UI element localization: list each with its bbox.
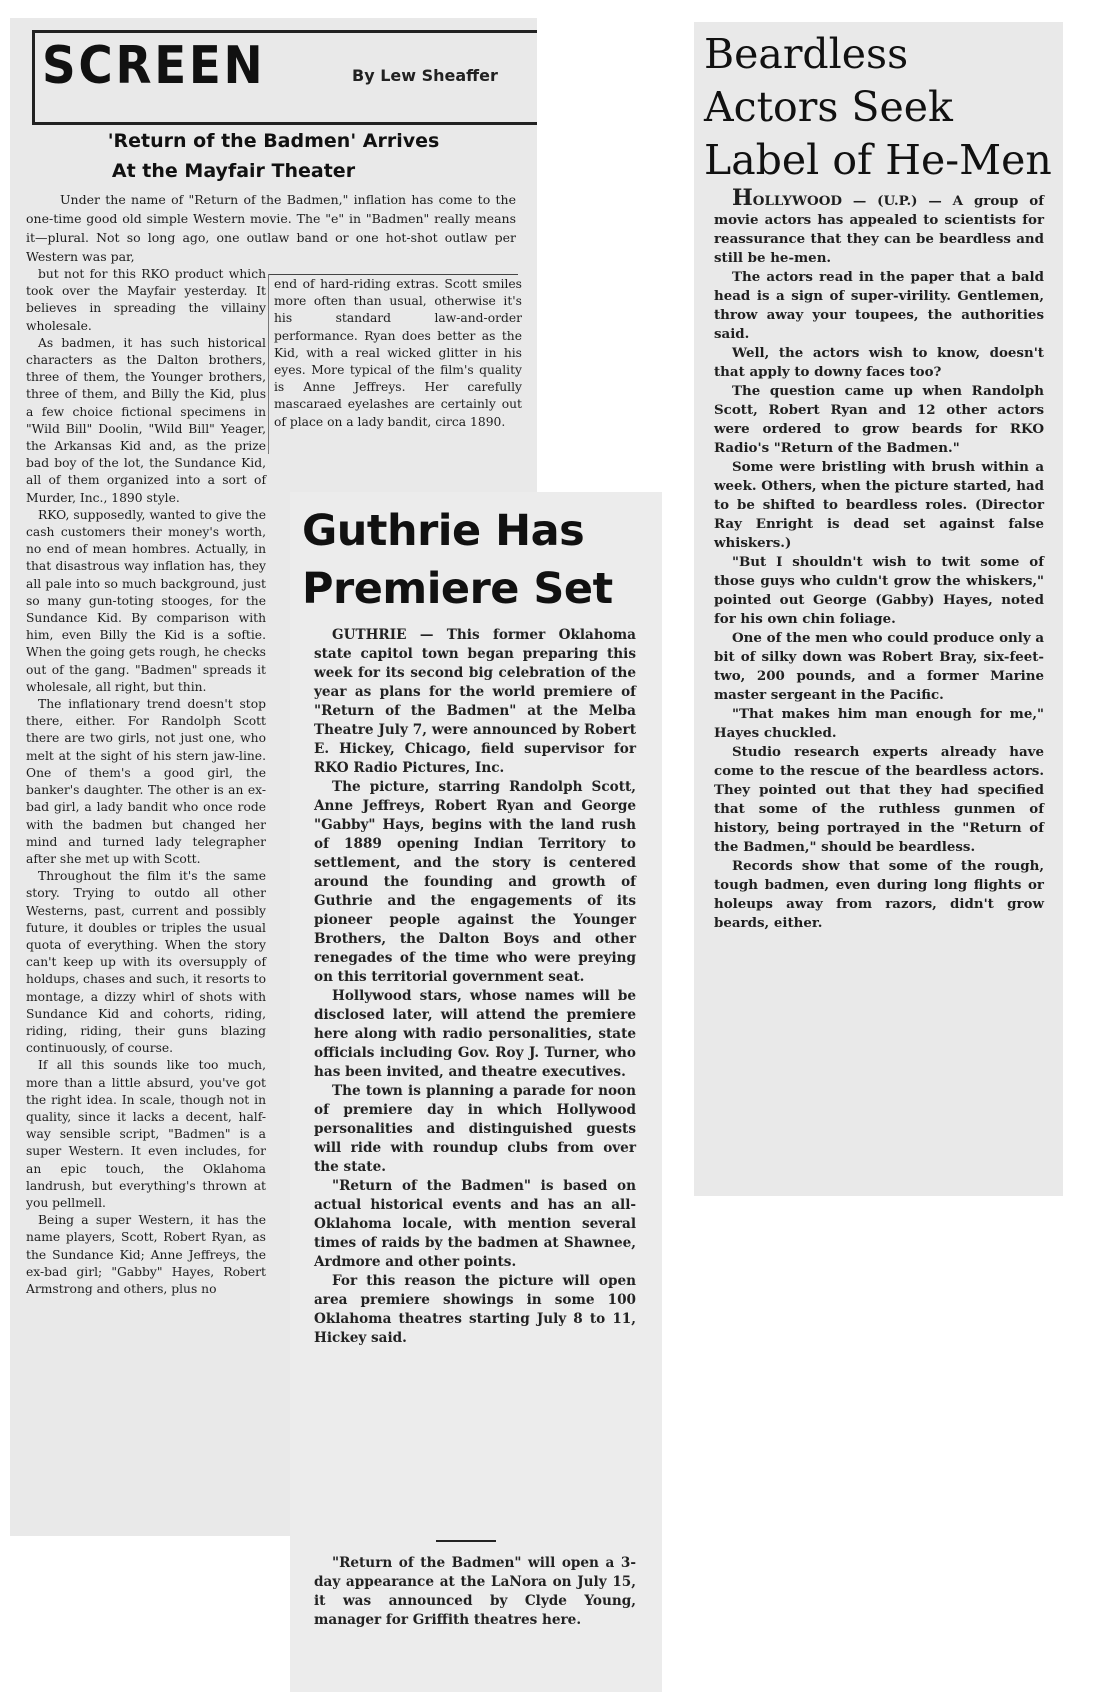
beardless-article-body	[714, 185, 1044, 933]
masthead-rule-bottom	[32, 122, 537, 125]
screen-paragraph: end of hard-riding extras. Scott smiles more often than usual, otherwise it's his standard law-and-order performance. Ryan does better as the Kid, with a real wicked glitter in his eyes. More typical of the film's quality is Anne Jeffreys. Her carefully mascaraed eyelashes are certainly out of place on a lady bandit, circa 1890.	[274, 277, 522, 429]
screen-lede: Under the name of "Return of the Badmen," inflation has come to the one-time good old simple Western movie. The "e" in "Badmen" really means it—plural. Not so long ago, one outlaw band or one hot-shot outlaw per Western was par,	[26, 192, 516, 264]
beardless-paragraph: The question came up when Randolph Scott, Robert Ryan and 12 other actors were ordered to grow beards for RKO Radio's "Return of the Badmen."	[714, 383, 1044, 456]
screen-paragraph: As badmen, it has such historical characters as the Dalton brothers, three of them, the Younger brothers, three of them, and Billy the Kid, plus a few choice fictional specimens in "Wild Bill" Doolin, "Wild Bill" Yeager, the Arkansas Kid and, as the prize bad boy of the lot, the Sundance Kid, all of them organized into a sort of Murder, Inc., 1890 style.	[26, 335, 266, 505]
guthrie-paragraph: Hollywood stars, whose names will be disclosed later, will attend the premiere here along with radio personalities, state officials including Gov. Roy J. Turner, who has been invited, and theatre executives.	[314, 988, 636, 1080]
screen-paragraph: RKO, supposedly, wanted to give the cash customers their money's worth, no end of mean hombres. Actually, in that disastrous way inflation has, they all pale into so much background, just so many gun-toting stooges, for the Sundance Kid. By comparison with him, even Billy the Kid is a softie. When the going gets rough, he checks out of the gang. "Badmen" spreads it wholesale, all right, but thin.	[26, 507, 266, 694]
guthrie-paragraph: GUTHRIE — This former Oklahoma state capitol town began preparing this week for its second big celebration of the year as plans for the world premiere of "Return of the Badmen" at the Melba Theatre July 7, were announced by Robert E. Hickey, Chicago, field supervisor for RKO Radio Pictures, Inc.	[314, 627, 636, 776]
screen-paragraph: but not for this RKO product which took over the Mayfair yesterday. It believes in spreading the villainy wholesale.	[26, 267, 266, 333]
guthrie-article-body	[314, 626, 636, 1348]
screen-left-column	[26, 266, 266, 1298]
screen-headline-line-1: 'Return of the Badmen' Arrives	[107, 130, 440, 152]
masthead-rule-top	[32, 30, 537, 33]
screen-right-column	[274, 276, 522, 431]
dateline: OLLYWOOD — (U.P.) —	[752, 193, 953, 209]
beardless-paragraph: "That makes him man enough for me," Hayes chuckled.	[714, 706, 1044, 741]
beardless-paragraph: Studio research experts already have come to the rescue of the beardless actors. They pointed out that they had specified that some of the ruthless gunmen of history, being portrayed in the "Return of the Badmen," should be beardless.	[714, 744, 1044, 855]
lead-text: A group of movie actors has appealed to scientists for reassurance that they can be beardless and still be he-men.	[714, 193, 1044, 266]
screen-paragraph: Throughout the film it's the same story. Trying to outdo all other Westerns, past, current and possibly future, it doubles or triples the usual quota of everything. When the story can't keep up with its oversupply of holdups, chases and such, it resorts to montage, a dizzy whirl of shots with Sundance Kid and cohorts, riding, riding, riding, their guns blazing continuously, of course.	[26, 869, 266, 1056]
beardless-lead-paragraph	[714, 185, 1044, 268]
beardless-actors-clipping	[694, 22, 1063, 1196]
guthrie-paragraph: "Return of the Badmen" will open a 3-day appearance at the LaNora on July 15, it was announced by Clyde Young, manager for Griffith theatres here.	[314, 1555, 636, 1628]
screen-paragraph: Being a super Western, it has the name players, Scott, Robert Ryan, as the Sundance Kid; Anne Jeffreys, the ex-bad girl; "Gabby" Hayes, Robert Armstrong and others, plus no	[26, 1213, 266, 1296]
beardless-paragraph: One of the men who could produce only a bit of silky down was Robert Bray, six-feet-two, 200 pounds, and a former Marine master sergeant in the Pacific.	[714, 630, 1044, 703]
column-divider	[268, 274, 269, 454]
screen-masthead	[32, 30, 537, 128]
guthrie-addendum	[314, 1554, 636, 1630]
beardless-paragraph: Well, the actors wish to know, doesn't that apply to downy faces too?	[714, 345, 1044, 380]
masthead-rule-left	[32, 30, 35, 124]
guthrie-paragraph: "Return of the Badmen" is based on actual historical events and has an all-Oklahoma locale, with mention several times of raids by the badmen at Shawnee, Ardmore and other points.	[314, 1178, 636, 1270]
guthrie-paragraph: For this reason the picture will open area premiere showings in some 100 Oklahoma theatres starting July 8 to 11, Hickey said.	[314, 1273, 636, 1346]
drop-initial: H	[732, 185, 753, 211]
separator-rule	[436, 1540, 496, 1542]
guthrie-paragraph: The picture, starring Randolph Scott, Anne Jeffreys, Robert Ryan and George "Gabby" Hays, begins with the land rush of 1889 opening Indian Territory to settlement, and the story is centered around the founding and growth of Guthrie and the engagements of its pioneer people against the Younger Brothers, the Dalton Boys and other renegades of the time who were preying on this territorial government seat.	[314, 779, 636, 985]
screen-byline: By Lew Sheaffer	[352, 66, 498, 85]
screen-paragraph: The inflationary trend doesn't stop there, either. For Randolph Scott there are two girls, not just one, who melt at the sight of his stern jaw-line. One of them's a good girl, the banker's daughter. The other is an ex-bad girl, a lady bandit who once rode with the badmen but changed her mind and turned lady telegrapher after she met up with Scott.	[26, 697, 266, 866]
beardless-paragraph: The actors read in the paper that a bald head is a sign of super-virility. Gentlemen, throw away your toupees, the authorities said.	[714, 269, 1044, 342]
beardless-headline: Beardless Actors Seek Label of He-Men	[704, 30, 1052, 184]
screen-title: SCREEN	[42, 36, 266, 96]
column-rule	[268, 274, 518, 275]
beardless-paragraph: "But I shouldn't wish to twit some of those guys who culdn't grow the whiskers," pointed out George (Gabby) Hayes, noted for his own chin foliage.	[714, 554, 1044, 627]
guthrie-premiere-clipping	[290, 492, 662, 1692]
guthrie-paragraph: The town is planning a parade for noon of premiere day in which Hollywood personalities and distinguished guests will ride with roundup clubs from over the state.	[314, 1083, 636, 1175]
beardless-paragraph: Some were bristling with brush within a week. Others, when the picture started, had to be shifted to beardless roles. (Director Ray Enright is dead set against false whiskers.)	[714, 459, 1044, 551]
guthrie-headline: Guthrie Has Premiere Set	[302, 506, 613, 614]
screen-paragraph: If all this sounds like too much, more than a little absurd, you've got the right idea. In scale, though not in quality, since it lacks a decent, half-way sensible script, "Badmen" is a super Western. It even includes, for an epic touch, the Oklahoma landrush, but everything's thrown at you pellmell.	[26, 1058, 266, 1210]
beardless-paragraph: Records show that some of the rough, tough badmen, even during long flights or holeups away from razors, didn't grow beards, either.	[714, 858, 1044, 931]
screen-headline-line-2: At the Mayfair Theater	[111, 160, 356, 182]
